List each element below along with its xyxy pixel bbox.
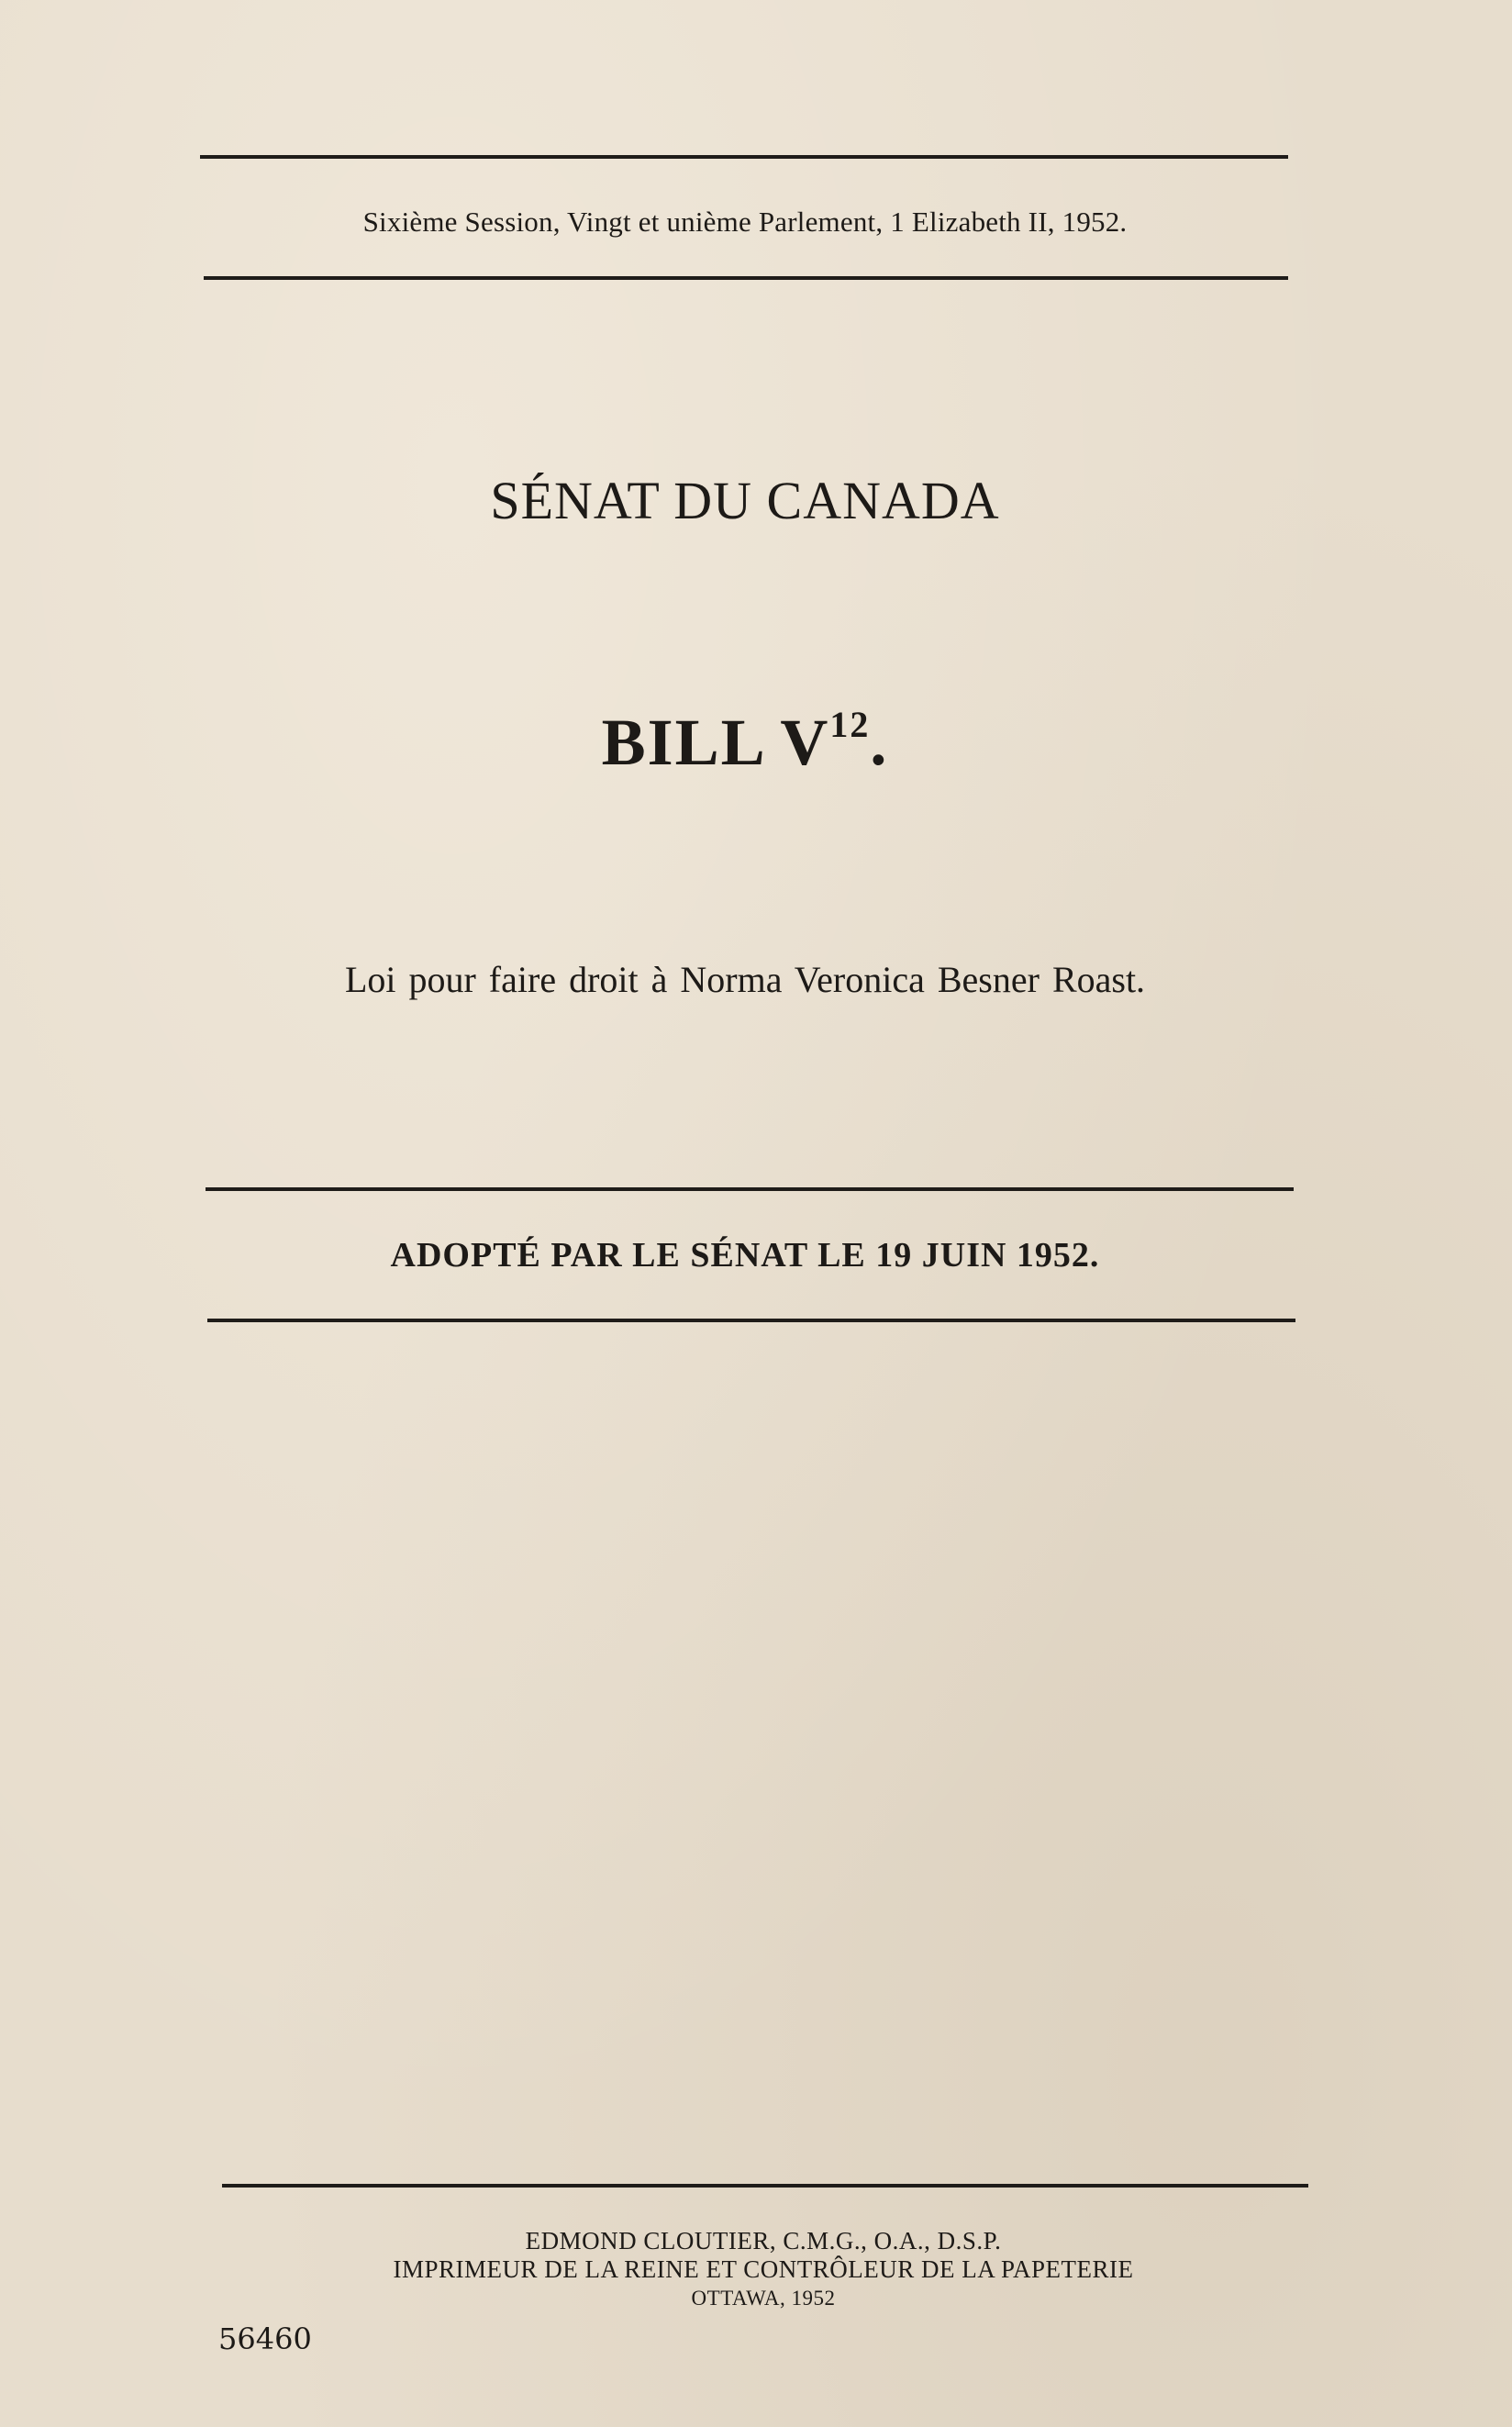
bill-number-prefix: BILL V	[601, 706, 830, 779]
session-header: Sixième Session, Vingt et unième Parlement, 1 Elizabeth II, 1952.	[362, 206, 1128, 238]
top-rule	[200, 155, 1288, 159]
senate-title: SÉNAT DU CANADA	[490, 471, 1000, 530]
print-number: 56460	[218, 2321, 312, 2356]
printer-location: OTTAWA, 1952	[691, 2287, 836, 2310]
printer-imprint	[220, 2227, 1306, 2312]
bill-number-superscript: 12	[829, 704, 871, 745]
printer-title: IMPRIMEUR DE LA REINE ET CONTRÔLEUR DE LA PAPETERIE	[393, 2255, 1134, 2283]
bill-number-suffix: .	[870, 706, 889, 779]
passed-statement: ADOPTÉ PAR LE SÉNAT LE 19 JUIN 1952.	[390, 1236, 1100, 1275]
passed-bottom-rule	[207, 1319, 1295, 1322]
bill-number	[202, 705, 1288, 781]
printer-name: EDMOND CLOUTIER, C.M.G., O.A., D.S.P.	[525, 2227, 1002, 2254]
passed-top-rule	[206, 1187, 1294, 1191]
imprint-rule	[222, 2184, 1308, 2188]
bill-title: Loi pour faire droit à Norma Veronica Besner Roast.	[344, 959, 1146, 1000]
header-bottom-rule	[204, 276, 1288, 280]
